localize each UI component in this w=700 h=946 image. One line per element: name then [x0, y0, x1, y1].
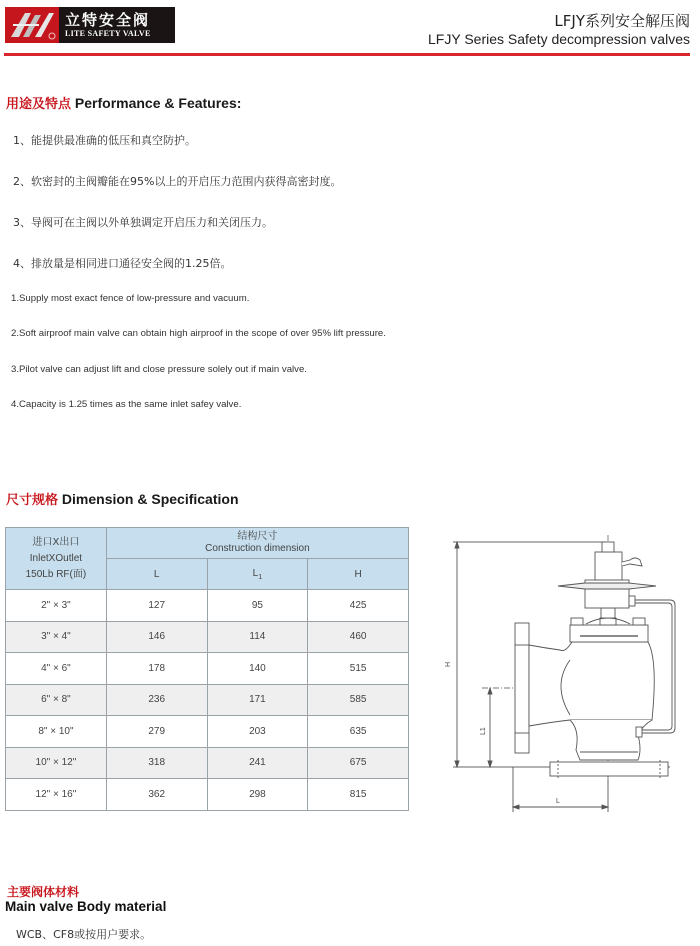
- logo-mark-icon: [5, 7, 59, 43]
- cell-l: 146: [106, 621, 207, 653]
- cell-l1: 114: [207, 621, 308, 653]
- header-inlet-outlet-en: InletXOutlet: [29, 552, 83, 564]
- feature-cn-4: 4、排放量是相同进口通径安全阀的1.25倍。: [13, 257, 232, 270]
- cell-size: 12" × 16": [6, 779, 107, 811]
- cell-l: 318: [106, 747, 207, 779]
- cell-l: 279: [106, 716, 207, 748]
- valve-body: [529, 642, 654, 726]
- table-row: [6, 716, 409, 748]
- label-h: H: [445, 661, 452, 667]
- cell-size: 6" × 8": [6, 684, 107, 716]
- header-construction-en: Construction dimension: [205, 543, 310, 554]
- cell-size: 8" × 10": [6, 716, 107, 748]
- cell-size: 2" × 3": [6, 590, 107, 622]
- cell-l: 236: [106, 684, 207, 716]
- header-inlet-outlet-cn: 进口X出口: [32, 536, 80, 548]
- outlet-flange: [550, 762, 668, 776]
- header-construction-cn: 结构尺寸: [237, 531, 278, 542]
- label-l1: L1: [480, 727, 487, 735]
- header-col-l: L: [106, 559, 207, 590]
- cell-h: 515: [308, 653, 409, 685]
- cell-l1: 140: [207, 653, 308, 685]
- page-title-cn: LFJY系列安全解压阀: [554, 12, 690, 30]
- table-row: [6, 747, 409, 779]
- logo-text-cn: 立特安全阀: [65, 10, 151, 29]
- feature-en-4: 4.Capacity is 1.25 times as the same inlet safey valve.: [11, 399, 242, 410]
- header-col-l1: $L_1$: [207, 559, 308, 590]
- cell-size: 10" × 12": [6, 747, 107, 779]
- bonnet: [570, 625, 648, 642]
- feature-en-3: 3.Pilot valve can adjust lift and close pressure solely out if main valve.: [11, 364, 307, 375]
- header-inlet-outlet: [6, 528, 107, 590]
- logo-text-en: LITE SAFETY VALVE: [65, 28, 151, 38]
- cell-h: 585: [308, 684, 409, 716]
- cell-h: 635: [308, 716, 409, 748]
- cell-l1: 171: [207, 684, 308, 716]
- spec-heading: [6, 489, 239, 508]
- table-row: [6, 779, 409, 811]
- cell-h: 815: [308, 779, 409, 811]
- table-row: [6, 653, 409, 685]
- pilot-lever: [622, 558, 642, 566]
- header-col-h: H: [308, 559, 409, 590]
- cell-size: 3" × 4": [6, 621, 107, 653]
- page-title-en: LFJY Series Safety decompression valves: [428, 31, 690, 47]
- feature-cn-1: 1、能提供最准确的低压和真空防护。: [13, 134, 196, 147]
- features-heading: [6, 93, 241, 112]
- feature-cn-3: 3、导阀可在主阀以外单独调定开启压力和关闭压力。: [13, 216, 273, 229]
- spec-heading-en: Dimension & Specification: [61, 491, 239, 507]
- feature-en-2: 2.Soft airproof main valve can obtain high airproof in the scope of over 95% lift pressure.: [11, 328, 386, 339]
- cell-l1: 203: [207, 716, 308, 748]
- cell-l: 127: [106, 590, 207, 622]
- table-row: [6, 621, 409, 653]
- label-l: L: [556, 798, 560, 805]
- features-heading-cn: 用途及特点: [6, 97, 72, 112]
- inlet-flange: [515, 623, 529, 753]
- cell-h: 460: [308, 621, 409, 653]
- cell-l1: 298: [207, 779, 308, 811]
- spec-heading-cn: 尺寸规格: [6, 493, 59, 508]
- material-heading-en: Main valve Body material: [5, 899, 167, 914]
- cell-l1: 95: [207, 590, 308, 622]
- features-heading-en: Performance & Features:: [74, 95, 242, 111]
- cell-h: 425: [308, 590, 409, 622]
- material-value: WCB、CF8或按用户要求。: [16, 928, 152, 941]
- header-flange: 150Lb RF(面): [25, 568, 87, 580]
- table-row: [6, 590, 409, 622]
- pilot-disc: [558, 583, 656, 589]
- cell-l1: 241: [207, 747, 308, 779]
- feature-en-1: 1.Supply most exact fence of low-pressure and vacuum.: [11, 293, 250, 304]
- spec-table: [5, 527, 409, 811]
- cell-l: 362: [106, 779, 207, 811]
- header-construction: [106, 528, 408, 559]
- cell-h: 675: [308, 747, 409, 779]
- feature-cn-2: 2、软密封的主阀瓣能在95%以上的开启压力范围内获得高密封度。: [13, 175, 342, 188]
- material-heading-cn: 主要阀体材料: [7, 885, 80, 899]
- header-divider: [4, 53, 690, 56]
- table-row: [6, 684, 409, 716]
- valve-drawing: [430, 520, 700, 820]
- brand-logo: [5, 7, 175, 43]
- cell-l: 178: [106, 653, 207, 685]
- cell-size: 4" × 6": [6, 653, 107, 685]
